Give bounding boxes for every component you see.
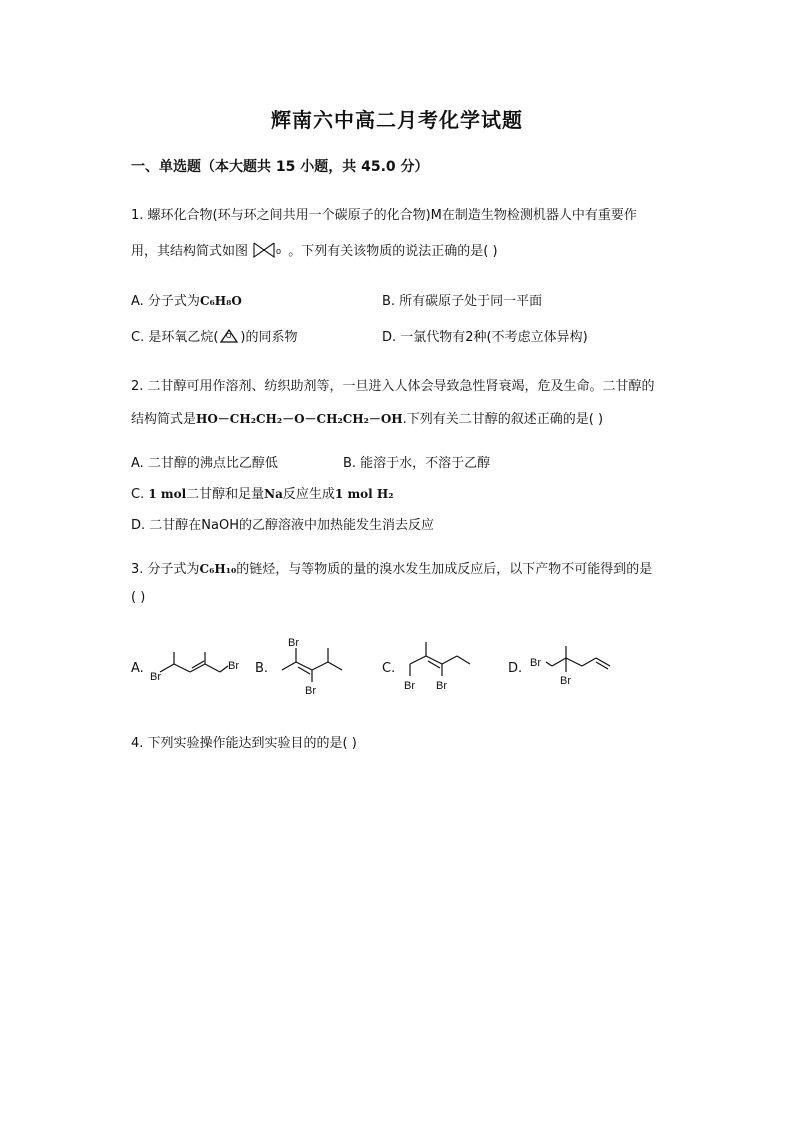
- q2-stem-line2: [131, 408, 603, 427]
- q1-option-a[interactable]: [131, 290, 242, 309]
- q3-stem-line1-post: 的链烃，与等物质的量的溴水发生加成反应后，以下产物不可能得到的是: [236, 562, 653, 577]
- q1-option-a-text: A. 分子式为: [131, 294, 200, 309]
- q2-option-c-prefix: C.: [131, 487, 149, 502]
- q1-option-a-formula: C₆H₈O: [199, 294, 242, 308]
- q2-stem-line2-post: .下列有关二甘醇的叙述正确的是( ): [402, 412, 604, 427]
- br-label: Br: [404, 680, 415, 692]
- q2-formula: HO－CH₂CH₂－O－CH₂CH₂－OH: [196, 412, 403, 426]
- q3-stem-line1: [131, 558, 652, 577]
- q2-option-c-amount2: 1 mol H₂: [334, 487, 394, 501]
- q2-option-c-sodium: Na: [264, 487, 283, 501]
- br-label: Br: [228, 660, 239, 672]
- q3-option-c-structure: [400, 638, 480, 696]
- q2-option-c[interactable]: [131, 483, 393, 502]
- q1-option-b[interactable]: B. 所有碳原子处于同一平面: [382, 294, 543, 309]
- q2-option-b[interactable]: B. 能溶于水，不溶于乙醇: [343, 456, 491, 471]
- br-label: Br: [530, 657, 541, 669]
- q2-stem-line2-pre: 结构简式是: [131, 412, 197, 427]
- q3-option-a-structure: [148, 640, 244, 688]
- q4-stem-line1: 4. 下列实验操作能达到实验目的的是( ): [131, 736, 357, 751]
- q1-option-d[interactable]: D. 一氯代物有2种(不考虑立体异构): [382, 330, 588, 345]
- section-heading: 一、单选题（本大题共 15 小题，共 45.0 分）: [131, 159, 429, 175]
- q2-stem-line1: 2. 二甘醇可用作溶剂、纺织助剂等，一旦进入人体会导致急性肾衰竭，危及生命。二甘醇的: [131, 379, 655, 394]
- spiro-oxygen-label: o: [276, 245, 282, 256]
- q1-stem-line2-pre: 用，其结构简式如图: [131, 244, 249, 259]
- epoxide-oxygen-label: O: [226, 332, 232, 340]
- q1-option-c[interactable]: [131, 326, 298, 349]
- q1-stem-line2: [131, 240, 498, 263]
- exam-title: 辉南六中高二月考化学试题: [271, 108, 523, 132]
- q3-stem-line2: ( ): [131, 590, 146, 605]
- spiro-compound-structure-icon: [252, 241, 284, 263]
- br-label: Br: [288, 637, 299, 649]
- q2-option-a[interactable]: A. 二甘醇的沸点比乙醇低: [131, 456, 278, 471]
- q2-option-d[interactable]: D. 二甘醇在NaOH的乙醇溶液中加热能发生消去反应: [131, 518, 434, 533]
- q1-stem-line1: 1. 螺环化合物(环与环之间共用一个碳原子的化合物)M在制造生物检测机器人中有重要作: [131, 208, 637, 223]
- q3-option-a-label[interactable]: A.: [131, 661, 144, 676]
- q2-option-c-text2: 反应生成: [282, 487, 335, 502]
- br-label: Br: [436, 680, 447, 692]
- q3-option-d-label[interactable]: D.: [508, 661, 523, 676]
- br-label: Br: [150, 671, 161, 683]
- q1-option-c-text-post: )的同系物: [240, 330, 298, 345]
- q2-option-c-text1: 二甘醇和足量: [186, 487, 265, 502]
- q1-option-c-text-pre: C. 是环氧乙烷(: [131, 330, 219, 345]
- q1-stem-line2-post: 。下列有关该物质的说法正确的是( ): [288, 244, 498, 259]
- q3-option-b-structure: [272, 632, 352, 696]
- br-label: Br: [560, 675, 571, 687]
- q3-option-c-label[interactable]: C.: [382, 661, 396, 676]
- ethylene-oxide-icon: [218, 327, 240, 349]
- br-label: Br: [305, 685, 316, 696]
- q3-option-d-structure: [528, 642, 618, 692]
- q3-formula: C₆H₁₀: [199, 562, 237, 576]
- q2-option-c-amount1: 1 mol: [148, 487, 187, 501]
- q3-option-b-label[interactable]: B.: [255, 661, 269, 676]
- q3-stem-line1-pre: 3. 分子式为: [131, 562, 200, 577]
